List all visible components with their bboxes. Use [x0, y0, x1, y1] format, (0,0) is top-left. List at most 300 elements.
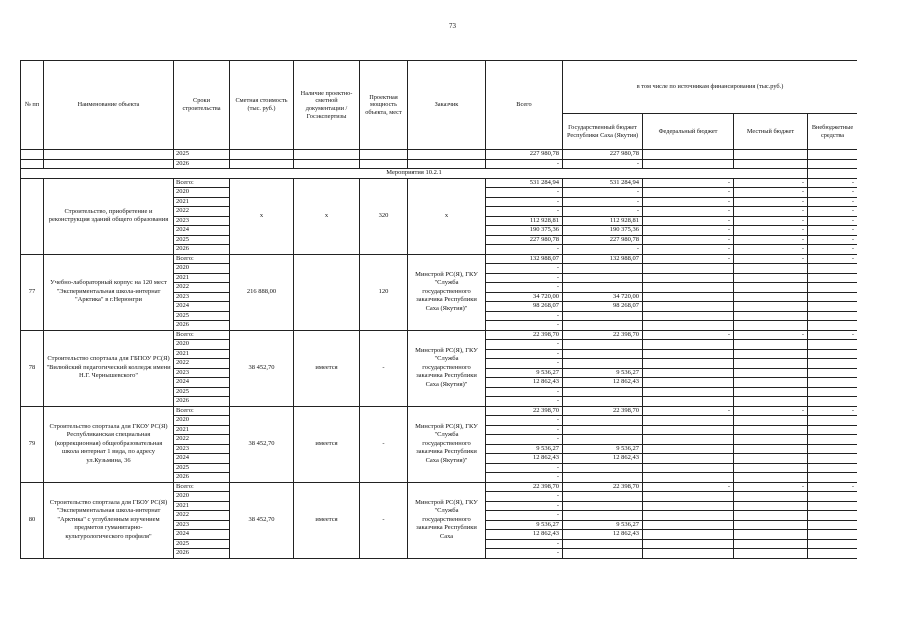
cell-state: 12 862,43 [563, 378, 643, 388]
cell-state [563, 311, 643, 321]
cell-total: - [486, 283, 563, 293]
cell-extra [808, 501, 858, 511]
cell-year: 2026 [174, 549, 230, 559]
cell-local: - [734, 226, 808, 236]
cell-state [563, 473, 643, 483]
cell-local [734, 530, 808, 540]
cell-state [563, 492, 643, 502]
object-capacity: - [360, 406, 408, 482]
cell-extra [808, 549, 858, 559]
cell-local [734, 292, 808, 302]
cell-empty [808, 169, 858, 179]
cell-year: 2022 [174, 359, 230, 369]
cell-extra [808, 302, 858, 312]
cell-total: - [486, 188, 563, 198]
cell-state: 9 536,27 [563, 520, 643, 530]
cell-local: - [734, 245, 808, 255]
cell-empty [408, 159, 486, 169]
cell-federal [643, 549, 734, 559]
header-total: Всего [486, 61, 563, 150]
header-state-budget: Государственный бюджет Республики Саха (Якутия) [563, 114, 643, 150]
cell-state [563, 283, 643, 293]
header-federal-budget: Федеральный бюджет [643, 114, 734, 150]
cell-empty [360, 159, 408, 169]
cell-federal [643, 473, 734, 483]
cell-local: - [734, 235, 808, 245]
cell-state: 132 988,07 [563, 254, 643, 264]
cell-state [563, 539, 643, 549]
cell-year: 2026 [174, 245, 230, 255]
cell-total: - [486, 539, 563, 549]
cell-state: 12 862,43 [563, 530, 643, 540]
object-cost: x [230, 178, 294, 254]
cell-extra [808, 273, 858, 283]
cell-federal [643, 359, 734, 369]
cell-year: Всего: [174, 254, 230, 264]
cell-extra: - [808, 235, 858, 245]
cell-year: 2021 [174, 349, 230, 359]
cell-federal [643, 454, 734, 464]
object-number [21, 178, 44, 254]
cell-state [563, 264, 643, 274]
cell-local: - [734, 406, 808, 416]
cell-federal: - [643, 178, 734, 188]
cell-extra [808, 368, 858, 378]
object-name: Учебно-лабораторный корпус на 120 мест "Экспериментальная школа-интернат "Арктика" в г.Нерюнгри [44, 254, 174, 330]
header-name: Наименование объекта [44, 61, 174, 150]
cell-federal [643, 302, 734, 312]
table-row [21, 482, 858, 492]
cell-extra [808, 359, 858, 369]
object-docs: имеется [294, 330, 360, 406]
cell-federal: - [643, 197, 734, 207]
cell-extra [808, 387, 858, 397]
cell-empty [294, 159, 360, 169]
cell-local [734, 416, 808, 426]
cell-local [734, 283, 808, 293]
cell-federal [643, 378, 734, 388]
cell-state [563, 340, 643, 350]
cell-num [21, 159, 44, 169]
cell-federal [643, 321, 734, 331]
cell-year: Всего: [174, 178, 230, 188]
cell-federal: - [643, 216, 734, 226]
cell-total: - [486, 435, 563, 445]
cell-local [734, 273, 808, 283]
cell-total: 22 398,70 [486, 330, 563, 340]
cell-extra: - [808, 216, 858, 226]
cell-extra: - [808, 197, 858, 207]
cell-total: - [486, 416, 563, 426]
cell-federal: - [643, 188, 734, 198]
cell-year: Всего: [174, 330, 230, 340]
cell-total: - [486, 273, 563, 283]
cell-federal: - [643, 406, 734, 416]
section-row [21, 169, 858, 179]
object-docs: имеется [294, 406, 360, 482]
cell-local [734, 349, 808, 359]
cell-state: 112 928,81 [563, 216, 643, 226]
cell-federal [643, 397, 734, 407]
cell-extra [808, 292, 858, 302]
cell-local [734, 340, 808, 350]
table-viewport [20, 60, 857, 593]
cell-extra [808, 539, 858, 549]
object-number: 77 [21, 254, 44, 330]
cell-empty [230, 159, 294, 169]
cell-total: 227 980,78 [486, 150, 563, 160]
cell-local [734, 378, 808, 388]
cell-local [734, 444, 808, 454]
cell-total: 34 720,00 [486, 292, 563, 302]
cell-extra [808, 378, 858, 388]
object-customer: Минстрой РС(Я), ГКУ "Служба государственного заказчика Республики Саха (Якутия)" [408, 330, 486, 406]
cell-extra: - [808, 188, 858, 198]
header-customer: Заказчик [408, 61, 486, 150]
cell-state [563, 273, 643, 283]
header-period: Сроки строительства [174, 61, 230, 150]
cell-year: 2024 [174, 454, 230, 464]
cell-empty [734, 159, 808, 169]
cell-extra [808, 397, 858, 407]
cell-local: - [734, 216, 808, 226]
cell-total: 9 536,27 [486, 368, 563, 378]
cell-state [563, 511, 643, 521]
cell-total: 112 928,81 [486, 216, 563, 226]
cell-local: - [734, 482, 808, 492]
cell-extra: - [808, 245, 858, 255]
cell-state: 9 536,27 [563, 368, 643, 378]
object-capacity: - [360, 482, 408, 558]
cell-local [734, 359, 808, 369]
cell-federal [643, 425, 734, 435]
cell-empty [734, 150, 808, 160]
cell-extra [808, 511, 858, 521]
table-row [21, 159, 858, 169]
cell-federal [643, 283, 734, 293]
header-cost: Сметная стоимость (тыс. руб.) [230, 61, 294, 150]
cell-local [734, 501, 808, 511]
cell-extra [808, 283, 858, 293]
object-name: Строительство спортзала для ГКОУ РС(Я) Республиканская специальная (коррекционная) общеобразовательная школа интернат 1 вида, по адресу ул.Кузьмина, 36 [44, 406, 174, 482]
cell-total: - [486, 245, 563, 255]
cell-year: 2026 [174, 159, 230, 169]
cell-total: - [486, 511, 563, 521]
financing-table [20, 60, 857, 559]
cell-year: 2026 [174, 473, 230, 483]
cell-state: - [563, 245, 643, 255]
cell-total: 22 398,70 [486, 482, 563, 492]
cell-state [563, 349, 643, 359]
cell-federal [643, 463, 734, 473]
cell-extra: - [808, 178, 858, 188]
cell-local [734, 511, 808, 521]
cell-total: - [486, 197, 563, 207]
cell-empty [643, 150, 734, 160]
cell-year: 2022 [174, 207, 230, 217]
cell-total: - [486, 340, 563, 350]
table-row [21, 150, 858, 160]
cell-local [734, 549, 808, 559]
cell-local [734, 425, 808, 435]
cell-extra: - [808, 482, 858, 492]
cell-year: 2022 [174, 435, 230, 445]
cell-federal [643, 492, 734, 502]
cell-total: 22 398,70 [486, 406, 563, 416]
cell-total: - [486, 397, 563, 407]
object-cost: 38 452,70 [230, 406, 294, 482]
cell-total: 227 980,78 [486, 235, 563, 245]
cell-federal [643, 501, 734, 511]
header-extra-budget: Внебюджетные средства [808, 114, 858, 150]
cell-year: 2024 [174, 378, 230, 388]
cell-state: 190 375,36 [563, 226, 643, 236]
cell-total: 190 375,36 [486, 226, 563, 236]
cell-state [563, 435, 643, 445]
cell-name [44, 159, 174, 169]
cell-year: 2026 [174, 321, 230, 331]
cell-local [734, 321, 808, 331]
header-num: № пп [21, 61, 44, 150]
cell-state: 9 536,27 [563, 444, 643, 454]
cell-year: 2021 [174, 425, 230, 435]
cell-local [734, 397, 808, 407]
cell-year: 2023 [174, 520, 230, 530]
cell-empty [230, 150, 294, 160]
object-docs: имеется [294, 482, 360, 558]
cell-total: - [486, 159, 563, 169]
cell-year: 2026 [174, 397, 230, 407]
cell-year: Всего: [174, 482, 230, 492]
cell-state [563, 549, 643, 559]
cell-local [734, 387, 808, 397]
cell-year: 2023 [174, 444, 230, 454]
table-row [21, 406, 858, 416]
cell-total: - [486, 549, 563, 559]
cell-total: 132 988,07 [486, 254, 563, 264]
cell-state: - [563, 188, 643, 198]
cell-total: 9 536,27 [486, 444, 563, 454]
cell-year: 2024 [174, 530, 230, 540]
table-row [21, 178, 858, 188]
cell-federal [643, 264, 734, 274]
cell-total: - [486, 425, 563, 435]
cell-federal: - [643, 207, 734, 217]
cell-year: 2020 [174, 416, 230, 426]
cell-extra [808, 264, 858, 274]
object-customer: Минстрой РС(Я), ГКУ "Служба государственного заказчика Республики Саха (Якутия)" [408, 254, 486, 330]
cell-year: 2025 [174, 539, 230, 549]
cell-year: 2023 [174, 292, 230, 302]
cell-total: - [486, 492, 563, 502]
object-number: 80 [21, 482, 44, 558]
section-title: Мероприятия 10.2.1 [21, 169, 808, 179]
cell-local: - [734, 254, 808, 264]
cell-state [563, 425, 643, 435]
cell-federal [643, 416, 734, 426]
cell-extra: - [808, 254, 858, 264]
header-docs: Наличие проектно-сметной документации /Госэкспертизы [294, 61, 360, 150]
cell-local: - [734, 207, 808, 217]
cell-empty [408, 150, 486, 160]
cell-extra [808, 520, 858, 530]
object-name: Строительство, приобретение и реконструкция зданий общего образования [44, 178, 174, 254]
cell-extra: - [808, 406, 858, 416]
cell-federal [643, 520, 734, 530]
object-capacity: - [360, 330, 408, 406]
cell-extra [808, 416, 858, 426]
cell-year: 2020 [174, 340, 230, 350]
cell-extra [808, 463, 858, 473]
cell-year: 2025 [174, 150, 230, 160]
cell-total: 98 268,07 [486, 302, 563, 312]
cell-extra [808, 530, 858, 540]
cell-extra [808, 473, 858, 483]
cell-federal [643, 340, 734, 350]
cell-federal [643, 435, 734, 445]
object-customer: x [408, 178, 486, 254]
cell-state [563, 501, 643, 511]
cell-state [563, 359, 643, 369]
cell-state: 22 398,70 [563, 406, 643, 416]
object-cost: 38 452,70 [230, 482, 294, 558]
cell-local [734, 463, 808, 473]
cell-state [563, 416, 643, 426]
cell-federal [643, 292, 734, 302]
page-number: 73 [449, 22, 456, 30]
cell-state: - [563, 207, 643, 217]
cell-local [734, 539, 808, 549]
object-cost: 38 452,70 [230, 330, 294, 406]
cell-extra: - [808, 226, 858, 236]
cell-state: 34 720,00 [563, 292, 643, 302]
cell-extra [808, 321, 858, 331]
cell-total: 531 284,94 [486, 178, 563, 188]
cell-year: 2021 [174, 197, 230, 207]
cell-state: - [563, 197, 643, 207]
cell-federal [643, 511, 734, 521]
cell-state [563, 463, 643, 473]
cell-extra [808, 492, 858, 502]
object-number: 78 [21, 330, 44, 406]
table-row [21, 330, 858, 340]
cell-extra [808, 435, 858, 445]
cell-local: - [734, 178, 808, 188]
cell-federal [643, 387, 734, 397]
header-local-budget: Местный бюджет [734, 114, 808, 150]
cell-total: - [486, 359, 563, 369]
object-docs: x [294, 178, 360, 254]
cell-federal: - [643, 254, 734, 264]
cell-year: 2024 [174, 302, 230, 312]
cell-year: 2023 [174, 368, 230, 378]
cell-local: - [734, 197, 808, 207]
cell-local: - [734, 330, 808, 340]
cell-total: - [486, 264, 563, 274]
cell-federal: - [643, 235, 734, 245]
cell-total: 9 536,27 [486, 520, 563, 530]
cell-year: 2025 [174, 387, 230, 397]
cell-federal [643, 444, 734, 454]
table-row [21, 254, 858, 264]
cell-year: 2025 [174, 463, 230, 473]
cell-empty [643, 159, 734, 169]
cell-empty [360, 150, 408, 160]
cell-local [734, 492, 808, 502]
cell-total: - [486, 321, 563, 331]
cell-name [44, 150, 174, 160]
object-customer: Минстрой РС(Я), ГКУ "Служба государственного заказчика Республики Саха [408, 482, 486, 558]
cell-federal: - [643, 330, 734, 340]
cell-year: 2024 [174, 226, 230, 236]
cell-state [563, 397, 643, 407]
cell-empty [294, 150, 360, 160]
object-number: 79 [21, 406, 44, 482]
cell-federal: - [643, 226, 734, 236]
cell-empty [808, 159, 858, 169]
cell-empty [808, 150, 858, 160]
object-customer: Минстрой РС(Я), ГКУ "Служба государственного заказчика Республики Саха (Якутия)" [408, 406, 486, 482]
cell-federal [643, 530, 734, 540]
object-capacity: 120 [360, 254, 408, 330]
cell-total: - [486, 207, 563, 217]
cell-federal [643, 349, 734, 359]
object-docs [294, 254, 360, 330]
cell-state [563, 387, 643, 397]
cell-local [734, 473, 808, 483]
cell-extra [808, 444, 858, 454]
cell-state: 22 398,70 [563, 482, 643, 492]
cell-extra: - [808, 330, 858, 340]
header-sources: в том числе по источникам финансирования (тыс.руб.) [563, 61, 858, 114]
cell-state: 227 980,78 [563, 150, 643, 160]
cell-extra [808, 349, 858, 359]
cell-year: 2022 [174, 511, 230, 521]
cell-local [734, 302, 808, 312]
cell-extra: - [808, 207, 858, 217]
cell-state: 227 980,78 [563, 235, 643, 245]
cell-state [563, 321, 643, 331]
cell-extra [808, 454, 858, 464]
cell-state: 22 398,70 [563, 330, 643, 340]
cell-year: 2023 [174, 216, 230, 226]
cell-local [734, 454, 808, 464]
cell-federal: - [643, 245, 734, 255]
cell-local [734, 311, 808, 321]
cell-year: Всего: [174, 406, 230, 416]
cell-year: 2021 [174, 501, 230, 511]
cell-year: 2021 [174, 273, 230, 283]
cell-year: 2025 [174, 311, 230, 321]
cell-federal [643, 311, 734, 321]
cell-year: 2020 [174, 492, 230, 502]
cell-local [734, 520, 808, 530]
header-capacity: Проектная мощность объекта, мест [360, 61, 408, 150]
cell-extra [808, 311, 858, 321]
cell-federal: - [643, 482, 734, 492]
cell-local [734, 368, 808, 378]
cell-local: - [734, 188, 808, 198]
cell-state: - [563, 159, 643, 169]
cell-total: - [486, 473, 563, 483]
cell-year: 2025 [174, 235, 230, 245]
cell-total: - [486, 501, 563, 511]
object-name: Строительство спортзала для ГБПОУ РС(Я) "Вилюйский педагогический колледж имени Н.Г. Чернышевского" [44, 330, 174, 406]
cell-local [734, 264, 808, 274]
cell-total: 12 862,43 [486, 530, 563, 540]
cell-year: 2020 [174, 188, 230, 198]
cell-total: - [486, 349, 563, 359]
